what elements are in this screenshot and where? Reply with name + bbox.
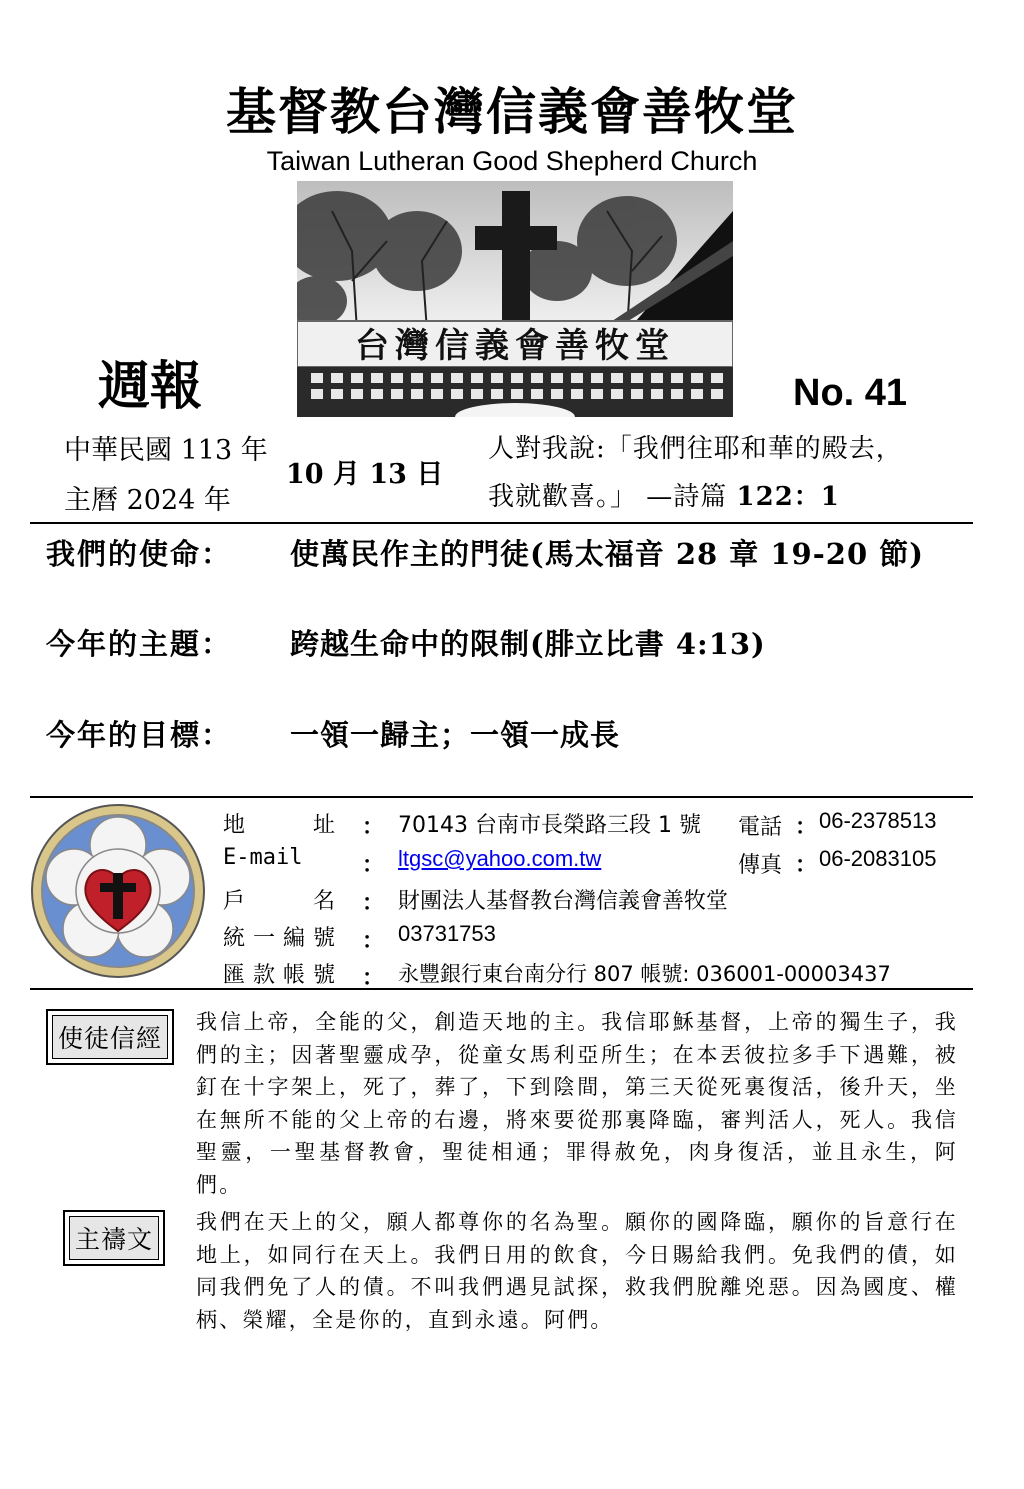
fax-value: 06-2083105 <box>819 846 937 871</box>
creed-label: 使徒信經 <box>52 1015 168 1059</box>
fax-colon: ： <box>795 852 818 878</box>
phone-colon: ： <box>795 814 818 840</box>
theme-label: 今年的主題： <box>46 627 233 661</box>
weekly-verse-text: 我就歡喜。」 —詩篇 <box>488 482 728 512</box>
goal-value: 一領一歸主；一領一成長 <box>290 718 621 752</box>
church-title-en: Taiwan Lutheran Good Shepherd Church <box>266 146 758 176</box>
weekly-verse-ref: 122：1 <box>736 482 840 512</box>
remit-value: 永豐銀行東台南分行 807 帳號: 036001-00003437 <box>398 962 891 986</box>
photo-sign-text: 台灣信義會善牧堂 <box>355 326 675 366</box>
address-value: 70143 台南市長榮路三段 1 號 <box>398 813 701 838</box>
email-colon: ： <box>362 852 385 878</box>
tax-id-value: 03731753 <box>398 921 496 946</box>
prayer-text: 我們在天上的父，願人都尊你的名為聖。願你的國降臨，願你的旨意行在地上，如同行在天上。我們日用的飲食，今日賜給我們。免我們的債，如同我們免了人的債。不叫我們遇見試探，救我們脫離兇惡。因為國度、權柄、榮耀，全是你的，直到永遠。阿們。 <box>196 1210 958 1332</box>
creed-label-box <box>46 1009 174 1065</box>
mission-label: 我們的使命： <box>46 537 233 571</box>
prayer-label-box <box>63 1210 165 1266</box>
divider-top <box>30 522 973 524</box>
address-colon: ： <box>362 814 385 840</box>
fax-label: 傳真 <box>738 853 783 878</box>
prayer-label: 主禱文 <box>69 1216 159 1260</box>
bulletin-label: 週報 <box>98 357 203 417</box>
goal-label: 今年的目標： <box>46 718 233 752</box>
address-label: 地址 <box>223 813 335 838</box>
phone-label: 電話 <box>738 815 783 840</box>
mission-value: 使萬民作主的門徒(馬太福音 28 章 19-20 節) <box>290 537 924 571</box>
weekly-verse-line2 <box>488 476 840 513</box>
account-name-value: 財團法人基督教台灣信義會善牧堂 <box>398 889 729 914</box>
remit-label: 匯款帳號 <box>223 963 335 988</box>
email-link[interactable]: ltgsc@yahoo.com.tw <box>398 846 602 871</box>
phone-value: 06-2378513 <box>819 808 937 833</box>
tax-id-colon: ： <box>362 928 385 954</box>
theme-value: 跨越生命中的限制(腓立比書 4:13) <box>290 627 766 661</box>
email-label: E-mail <box>223 845 303 870</box>
divider-contact-bottom <box>30 988 973 990</box>
divider-contact-top <box>30 796 973 798</box>
date-roc-year: 中華民國 113 年 <box>64 435 268 466</box>
issue-number: No. 41 <box>793 372 908 414</box>
account-name-colon: ： <box>362 890 385 916</box>
luther-rose-emblem <box>30 803 206 979</box>
date-ad-year: 主曆 2024 年 <box>64 485 231 516</box>
date-month-day: 10 月 13 日 <box>286 459 444 490</box>
remit-colon: ： <box>362 965 385 991</box>
tax-id-label: 統一編號 <box>223 926 335 951</box>
creed-text: 我信上帝，全能的父，創造天地的主。我信耶穌基督，上帝的獨生子，我們的主；因著聖靈成孕，從童女馬利亞所生；在本丟彼拉多手下遇難，被釘在十字架上，死了，葬了，下到陰間，第三天從死裏復活，後升天，坐在無所不能的父上帝的右邊，將來要從那裏降臨，審判活人，死人。我信聖靈，一聖基督教會，聖徒相通；罪得赦免，肉身復活，並且永生，阿們。 <box>196 1010 958 1197</box>
church-photo <box>297 181 733 417</box>
church-title-zh: 基督教台灣信義會善牧堂 <box>226 83 798 141</box>
weekly-verse-line1: 人對我說:「我們往耶和華的殿去， <box>488 434 903 464</box>
account-name-label: 戶名 <box>223 889 335 914</box>
